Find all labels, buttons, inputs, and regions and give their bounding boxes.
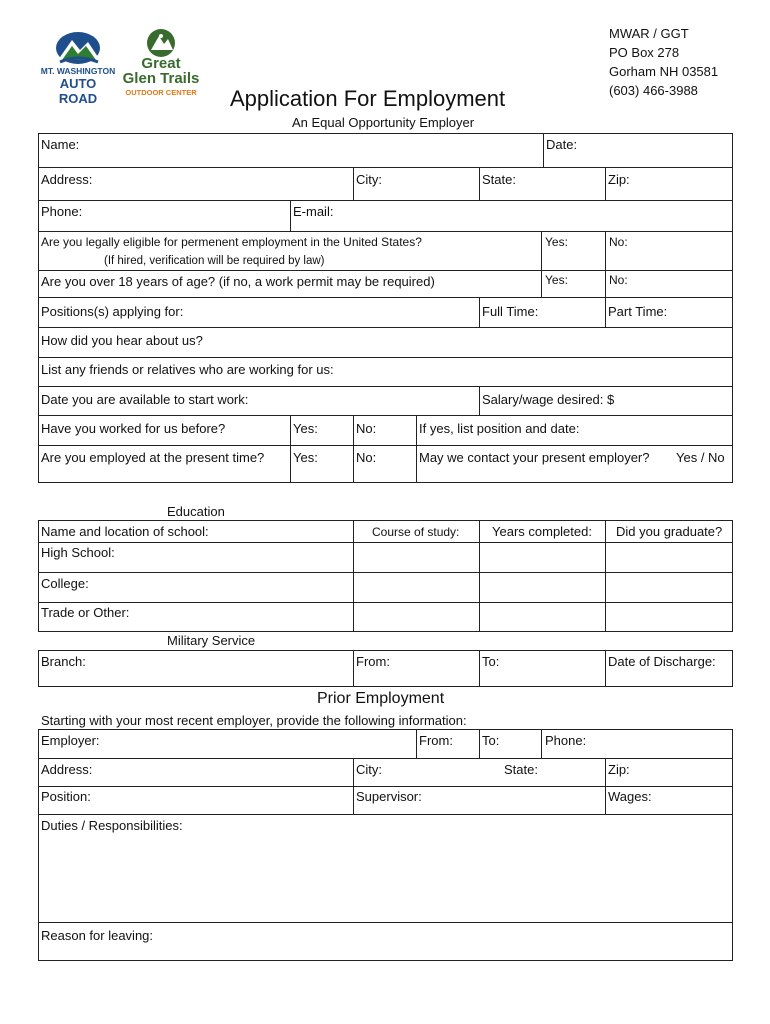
over18-question: Are you over 18 years of age? (if no, a work permit may be required) xyxy=(41,274,435,289)
hear-about-label: How did you hear about us? xyxy=(41,333,203,348)
prior-city-label: City: xyxy=(356,762,382,777)
date-label: Date: xyxy=(546,137,578,152)
duties-label: Duties / Responsibilities: xyxy=(41,818,183,833)
employed-now-yes: Yes: xyxy=(293,450,318,465)
education-row-trade: Trade or Other: xyxy=(41,605,130,620)
address-line1: MWAR / GGT xyxy=(609,26,689,41)
years-header: Years completed: xyxy=(492,524,592,539)
prior-state-label: State: xyxy=(504,762,538,777)
ggt-logo-line2: Glen Trails xyxy=(122,70,200,87)
contact-yes-no: Yes / No xyxy=(676,450,725,465)
address-line4: (603) 466-3988 xyxy=(609,83,698,98)
mwar-logo-line1: MT. WASHINGTON xyxy=(40,66,116,76)
phone-label: Phone: xyxy=(41,204,83,219)
military-heading: Military Service xyxy=(167,633,256,648)
ggt-logo-line3: OUTDOOR CENTER xyxy=(125,88,197,97)
salary-label: Salary/wage desired: $ xyxy=(482,392,615,407)
prior-to-label: To: xyxy=(482,733,500,748)
reason-leaving-label: Reason for leaving: xyxy=(41,928,154,943)
wages-label: Wages: xyxy=(608,789,652,804)
mountain-badge-icon xyxy=(118,28,204,58)
zip-label: Zip: xyxy=(608,172,630,187)
education-heading: Education xyxy=(167,504,225,519)
page-subtitle: An Equal Opportunity Employer xyxy=(292,115,475,130)
worked-before-label: Have you worked for us before? xyxy=(41,421,226,436)
prior-zip-label: Zip: xyxy=(608,762,630,777)
list-position-label: If yes, list position and date: xyxy=(419,421,580,436)
prior-employment-heading: Prior Employment xyxy=(317,690,445,707)
mwar-logo-line2: AUTO ROAD xyxy=(58,76,98,106)
prior-phone-label: Phone: xyxy=(545,733,587,748)
eligible-question: Are you legally eligible for permenent employment in the United States? xyxy=(41,235,422,249)
address-line2: PO Box 278 xyxy=(609,45,680,60)
eligible-note: (If hired, verification will be required by law) xyxy=(104,255,325,267)
contact-employer-label: May we contact your present employer? xyxy=(419,450,650,465)
city-label: City: xyxy=(356,172,382,187)
prior-address-label: Address: xyxy=(41,762,93,777)
school-header: Name and location of school: xyxy=(41,524,209,539)
prior-intro: Starting with your most recent employer, provide the following information: xyxy=(41,713,467,728)
worked-before-no: No: xyxy=(356,421,377,436)
address-label: Address: xyxy=(41,172,93,187)
branch-label: Branch: xyxy=(41,654,86,669)
worked-before-yes: Yes: xyxy=(293,421,318,436)
prior-position-label: Position: xyxy=(41,789,91,804)
employed-now-label: Are you employed at the present time? xyxy=(41,450,265,465)
state-label: State: xyxy=(482,172,516,187)
eligible-yes: Yes: xyxy=(545,235,568,249)
discharge-label: Date of Discharge: xyxy=(608,654,716,669)
graduate-header: Did you graduate? xyxy=(616,524,723,539)
positions-label: Positions(s) applying for: xyxy=(41,304,184,319)
address-line3: Gorham NH 03581 xyxy=(609,64,719,79)
over18-yes: Yes: xyxy=(545,273,568,287)
supervisor-label: Supervisor: xyxy=(356,789,422,804)
employer-label: Employer: xyxy=(41,733,100,748)
education-row-college: College: xyxy=(41,576,89,591)
course-header: Course of study: xyxy=(372,525,460,539)
available-date-label: Date you are available to start work: xyxy=(41,392,249,407)
full-time-label: Full Time: xyxy=(482,304,539,319)
employed-now-no: No: xyxy=(356,450,377,465)
military-to-label: To: xyxy=(482,654,500,669)
ggt-logo-line1: Great xyxy=(141,55,181,72)
name-label: Name: xyxy=(41,137,80,152)
page-title: Application For Employment xyxy=(230,86,506,111)
over18-no: No: xyxy=(609,273,628,287)
education-row-high-school: High School: xyxy=(41,545,115,560)
ggt-logo xyxy=(118,28,204,100)
eligible-no: No: xyxy=(609,235,628,249)
mwar-logo xyxy=(40,28,116,106)
part-time-label: Part Time: xyxy=(608,304,668,319)
military-from-label: From: xyxy=(356,654,390,669)
friends-label: List any friends or relatives who are working for us: xyxy=(41,362,334,377)
email-label: E-mail: xyxy=(293,204,334,219)
prior-from-label: From: xyxy=(419,733,453,748)
